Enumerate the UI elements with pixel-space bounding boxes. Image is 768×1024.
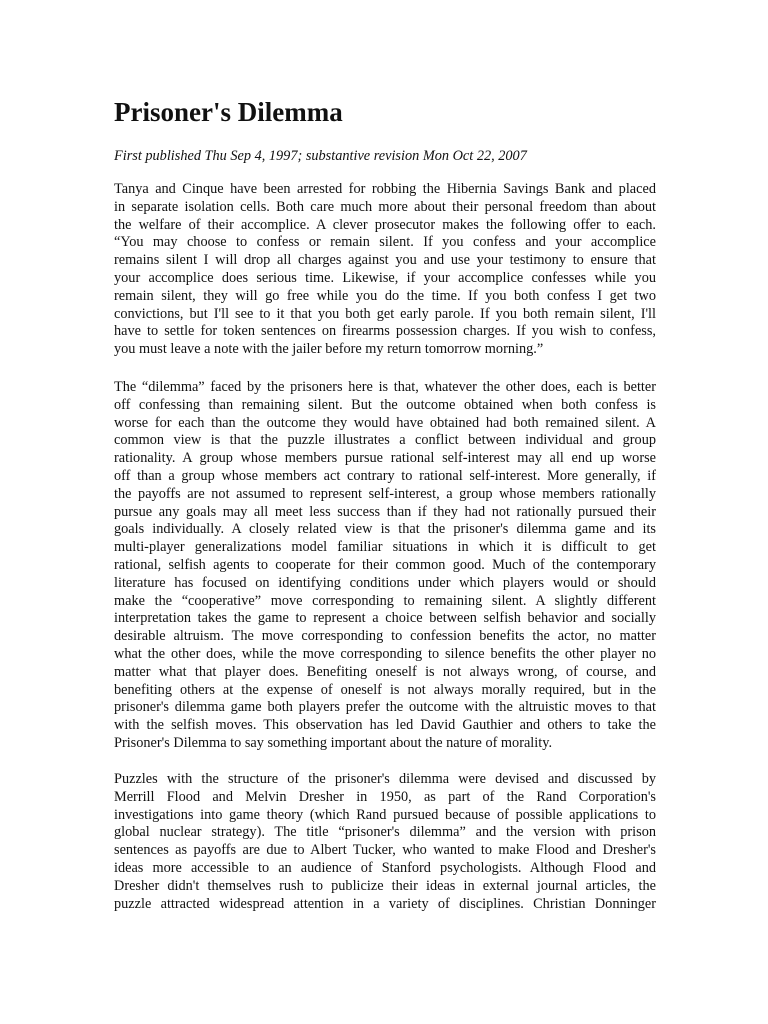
- text-line: sentences as payoffs are due to Albert Tucker, who wanted to make Flood and Dresher's: [114, 842, 656, 859]
- text-line: Puzzles with the structure of the prisoner's dilemma were devised and discussed by: [114, 771, 656, 787]
- text-line: have to settle for token sentences on firearms possession charges. If you wish to confess,: [114, 323, 656, 340]
- text-line: investigations into game theory (which Rand pursued because of possible applications to: [114, 806, 656, 823]
- text-line: “You may choose to confess or remain silent. If you confess and your accomplice: [114, 234, 656, 251]
- text-line: rational, selfish agents to cooperate for their common good. Much of the contemporary: [114, 556, 656, 573]
- text-line: common view is that the puzzle illustrates a conflict between individual and group: [114, 432, 656, 449]
- text-line: literature has focused on identifying conditions under which players would or should: [114, 574, 656, 591]
- text-line: matter what that player does. Benefiting oneself is not always wrong, of course, and: [114, 663, 656, 680]
- paragraph-1: [114, 181, 656, 359]
- text-line: global nuclear strategy). The title “prisoner's dilemma” and the version with prison: [114, 824, 656, 841]
- text-line: prisoner's dilemma game both players prefer the outcome with the altruistic moves to that: [114, 699, 656, 716]
- text-line: worse for each than the outcome they would have obtained had both remained silent. A: [114, 414, 656, 431]
- article-title: Prisoner's Dilemma: [114, 97, 343, 127]
- text-line: goals individually. A closely related view is that the prisoner's dilemma game and its: [114, 521, 656, 538]
- text-line: your accomplice does serious time. Likewise, if your accomplice confesses while you: [114, 269, 656, 286]
- text-line: you must leave a note with the jailer before my return tomorrow morning.”: [114, 341, 544, 358]
- text-line: remain silent, they will go free while you do the time. If you both confess I get two: [114, 287, 656, 304]
- text-line: in separate isolation cells. Both care much more about their personal freedom than about: [114, 198, 656, 215]
- text-line: the welfare of their accomplice. A clever prosecutor makes the following offer to each.: [114, 216, 656, 233]
- text-line: the payoffs are not assumed to represent self-interest, a group whose members rationally: [114, 485, 656, 502]
- text-line: rationality. A group whose members pursue rational self-interest may all end up worse: [114, 450, 656, 467]
- text-line: Dresher didn't themselves rush to publicize their ideas in external journal articles, the: [114, 877, 656, 894]
- text-line: The “dilemma” faced by the prisoners here is that, whatever the other does, each is better: [114, 379, 656, 395]
- text-line: puzzle attracted widespread attention in a variety of disciplines. Christian Donninger: [114, 895, 656, 912]
- text-line: desirable altruism. The move corresponding to confession benefits the actor, no matter: [114, 628, 656, 645]
- text-line: off than a group whose members act contrary to rational self-interest. More generally, if: [114, 467, 656, 484]
- text-line: with the selfish moves. This observation has led David Gauthier and others to take the: [114, 717, 656, 734]
- text-line: make the “cooperative” move corresponding to remaining silent. A slightly different: [114, 592, 656, 609]
- publication-info: First published Thu Sep 4, 1997; substantive revision Mon Oct 22, 2007: [114, 148, 527, 164]
- text-line: Tanya and Cinque have been arrested for robbing the Hibernia Savings Bank and placed: [114, 181, 656, 197]
- text-line: Merrill Flood and Melvin Dresher in 1950, as part of the Rand Corporation's: [114, 788, 656, 805]
- text-line: interpretation takes the game to represent a choice between selfish behavior and socially: [114, 610, 656, 627]
- text-line: remains silent I will drop all charges against you and use your testimony to ensure that: [114, 252, 656, 269]
- text-line: Prisoner's Dilemma to say something important about the nature of morality.: [114, 734, 553, 751]
- text-line: convictions, but I'll see to it that you both get early parole. If you both remain silent, I'll: [114, 305, 656, 322]
- text-line: off confessing than remaining silent. But the outcome obtained when both confess is: [114, 396, 656, 413]
- text-line: what the other does, while the move corresponding to silence benefits the other player no: [114, 645, 656, 662]
- text-line: pursue any goals may all meet less success than if they had not rationally pursued their: [114, 503, 656, 520]
- text-line: ideas more accessible to an audience of Stanford psychologists. Although Flood and: [114, 859, 656, 876]
- paragraph-3: [114, 771, 656, 913]
- text-line: benefiting others at the expense of oneself is not always morally required, but in the: [114, 681, 656, 698]
- paragraph-2: [114, 379, 656, 753]
- text-line: multi-player generalizations model familiar situations in which it is difficult to get: [114, 539, 656, 556]
